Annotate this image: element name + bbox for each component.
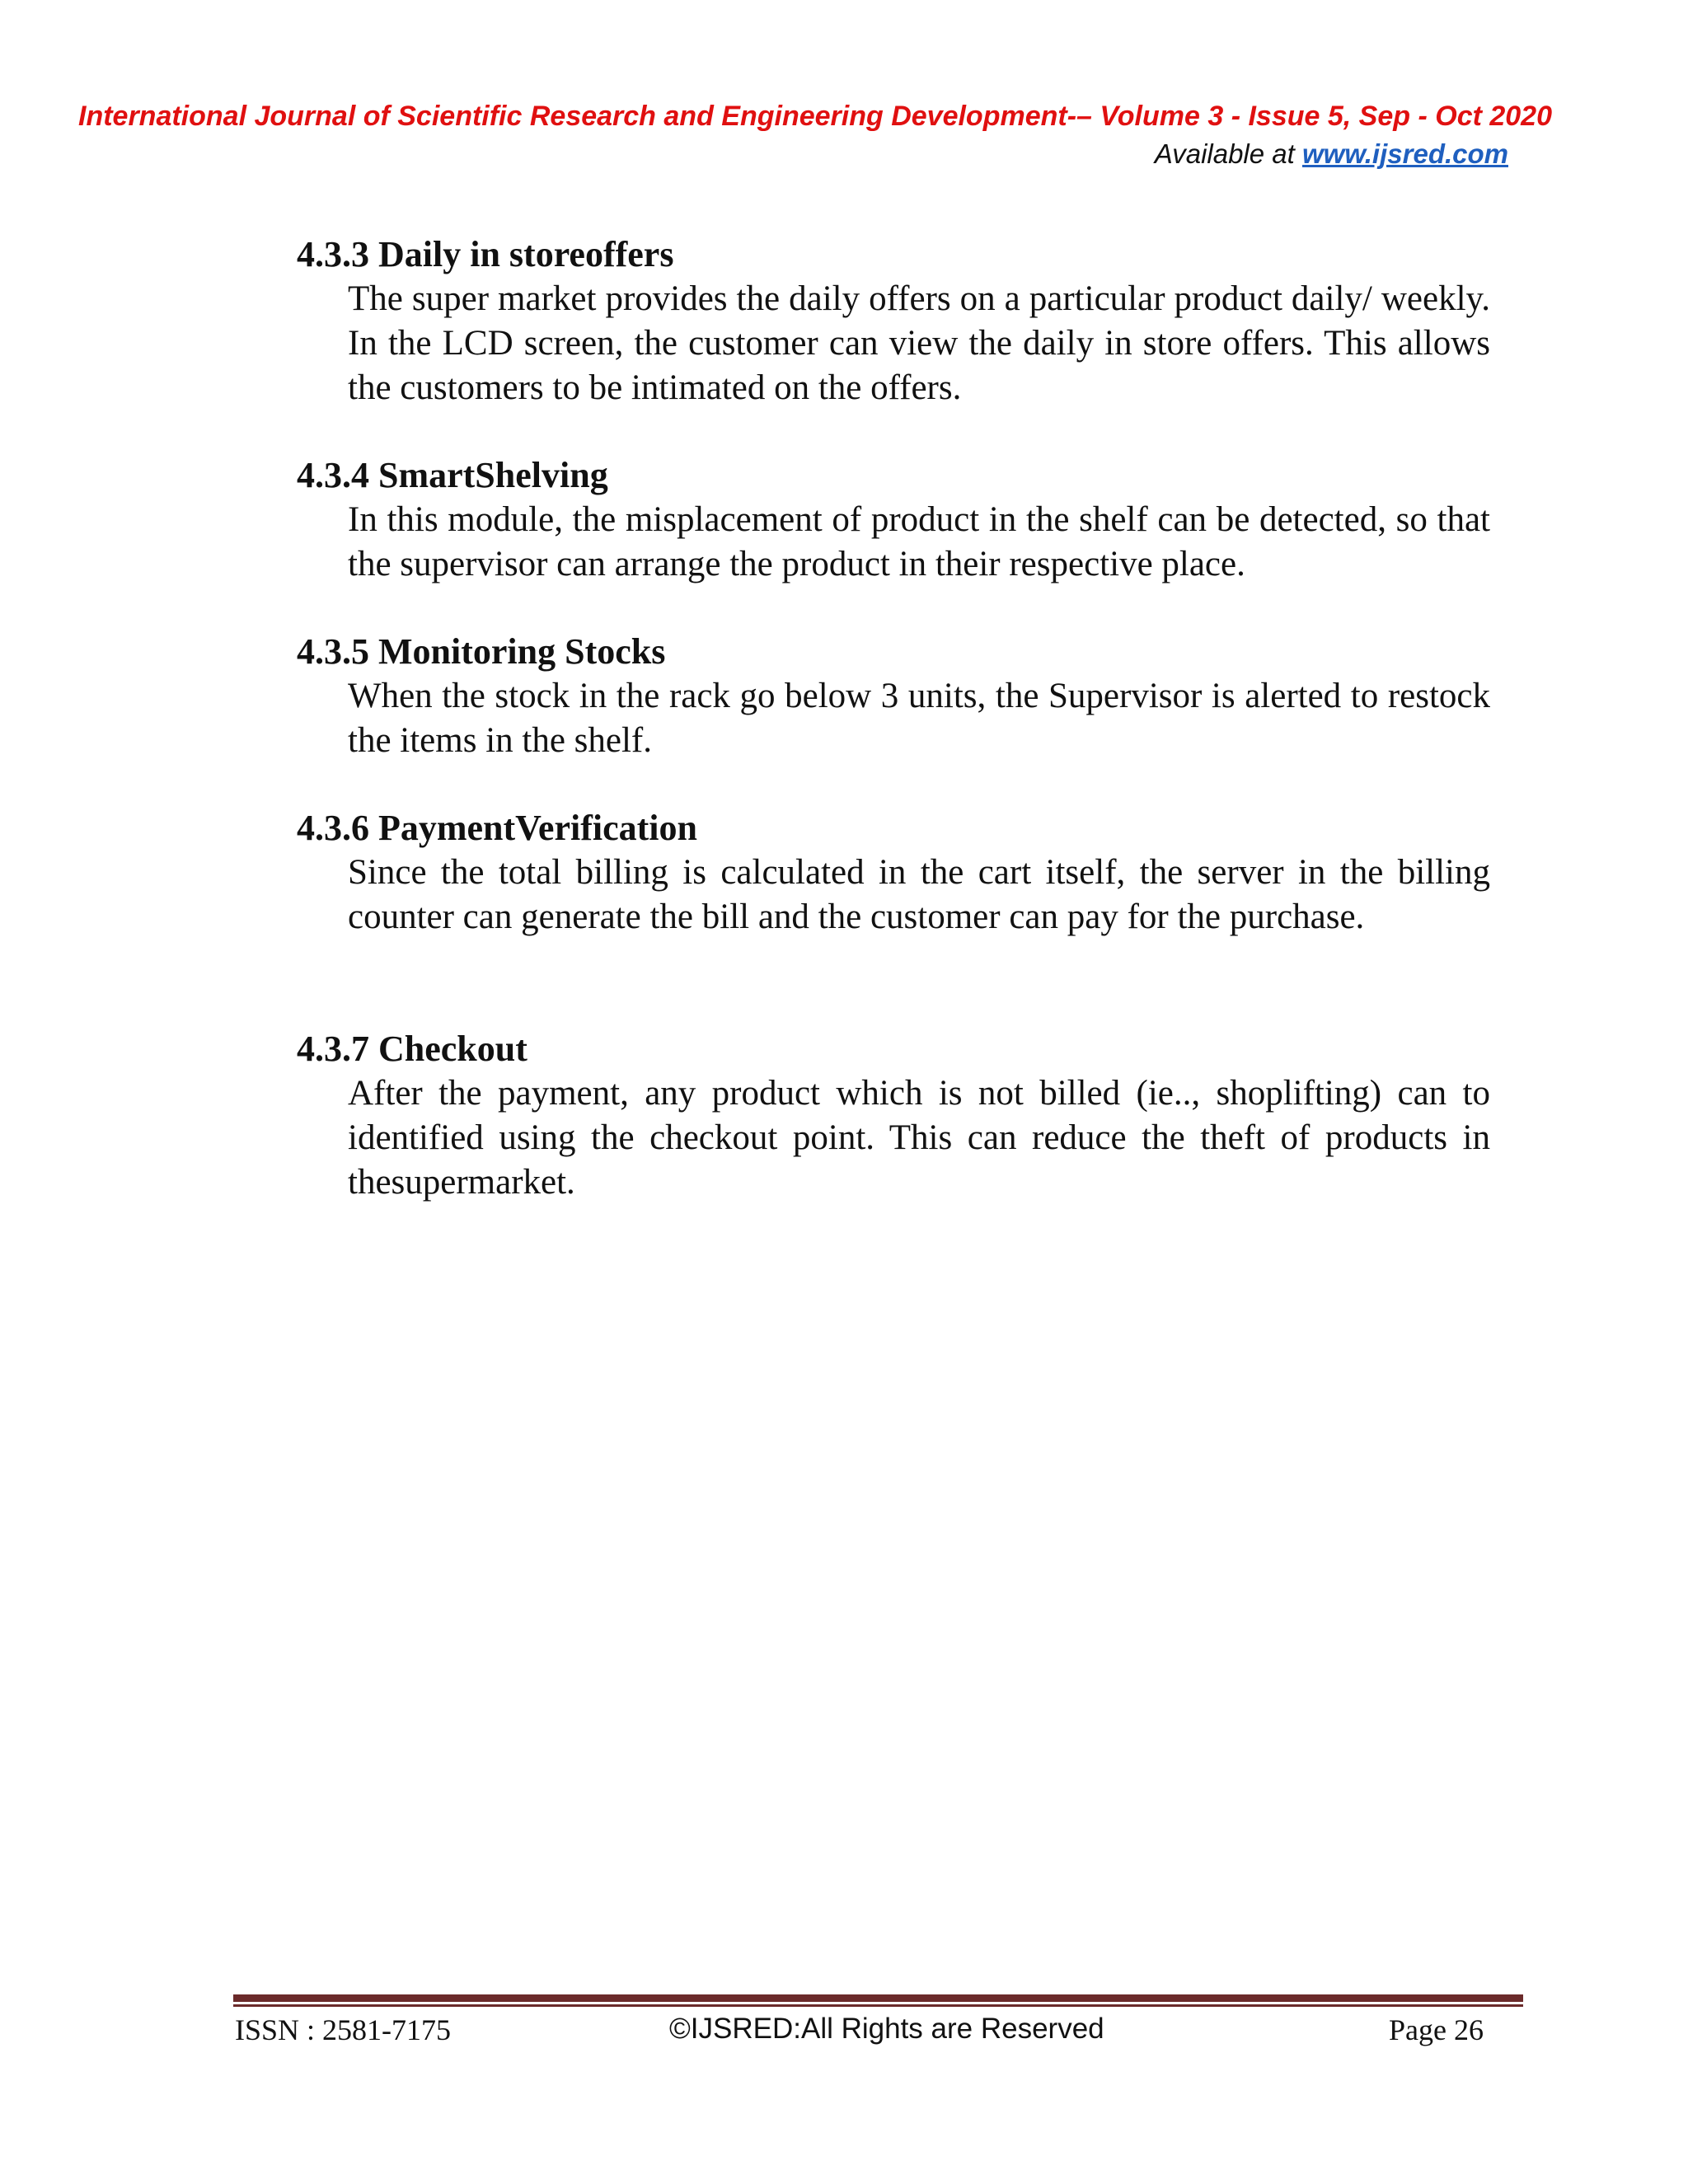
journal-website-link[interactable]: www.ijsred.com xyxy=(1301,138,1508,169)
section-body: The super market provides the daily offers on a particular product daily/ weekly. In the LCD screen, the customer can view the daily in store offers. This allows the customers to be intimated on the offers. xyxy=(348,279,1490,407)
footer-issn: ISSN : 2581-7175 xyxy=(235,2013,452,2046)
journal-header: International Journal of Scientific Research and Engineering Development-– Volume 3 - Issue 5, Sep - Oct 2020 xyxy=(78,101,1553,132)
available-prefix: Available at xyxy=(1154,138,1302,169)
section-heading: 4.3.4 SmartShelving xyxy=(297,455,608,495)
section-daily-offers xyxy=(297,232,1490,410)
section-heading: 4.3.3 Daily in storeoffers xyxy=(297,234,674,274)
section-payment-verification xyxy=(297,806,1490,940)
availability-line xyxy=(1155,138,1508,170)
section-body: When the stock in the rack go below 3 units, the Supervisor is alerted to restock the items in the shelf. xyxy=(348,677,1490,760)
section-heading: 4.3.6 PaymentVerification xyxy=(297,808,697,848)
section-monitoring-stocks xyxy=(297,630,1490,763)
section-body: After the payment, any product which is not billed (ie.., shoplifting) can to identified using the checkout point. This can reduce the theft of products in thesupermarket. xyxy=(348,1074,1490,1202)
section-body: Since the total billing is calculated in the cart itself, the server in the billing counter can generate the bill and the customer can pay for the purchase. xyxy=(348,853,1490,936)
footer-page-number: Page 26 xyxy=(1389,2013,1484,2046)
footer-divider xyxy=(233,1994,1523,2002)
section-checkout xyxy=(297,1027,1490,1205)
footer-copyright: ©IJSRED:All Rights are Reserved xyxy=(669,2013,1104,2045)
section-body: In this module, the misplacement of product in the shelf can be detected, so that the supervisor can arrange the product in their respective place. xyxy=(348,500,1490,583)
section-heading: 4.3.7 Checkout xyxy=(297,1029,528,1069)
section-smart-shelving xyxy=(297,453,1490,587)
footer-divider-thin xyxy=(233,2004,1523,2007)
section-heading: 4.3.5 Monitoring Stocks xyxy=(297,631,666,672)
